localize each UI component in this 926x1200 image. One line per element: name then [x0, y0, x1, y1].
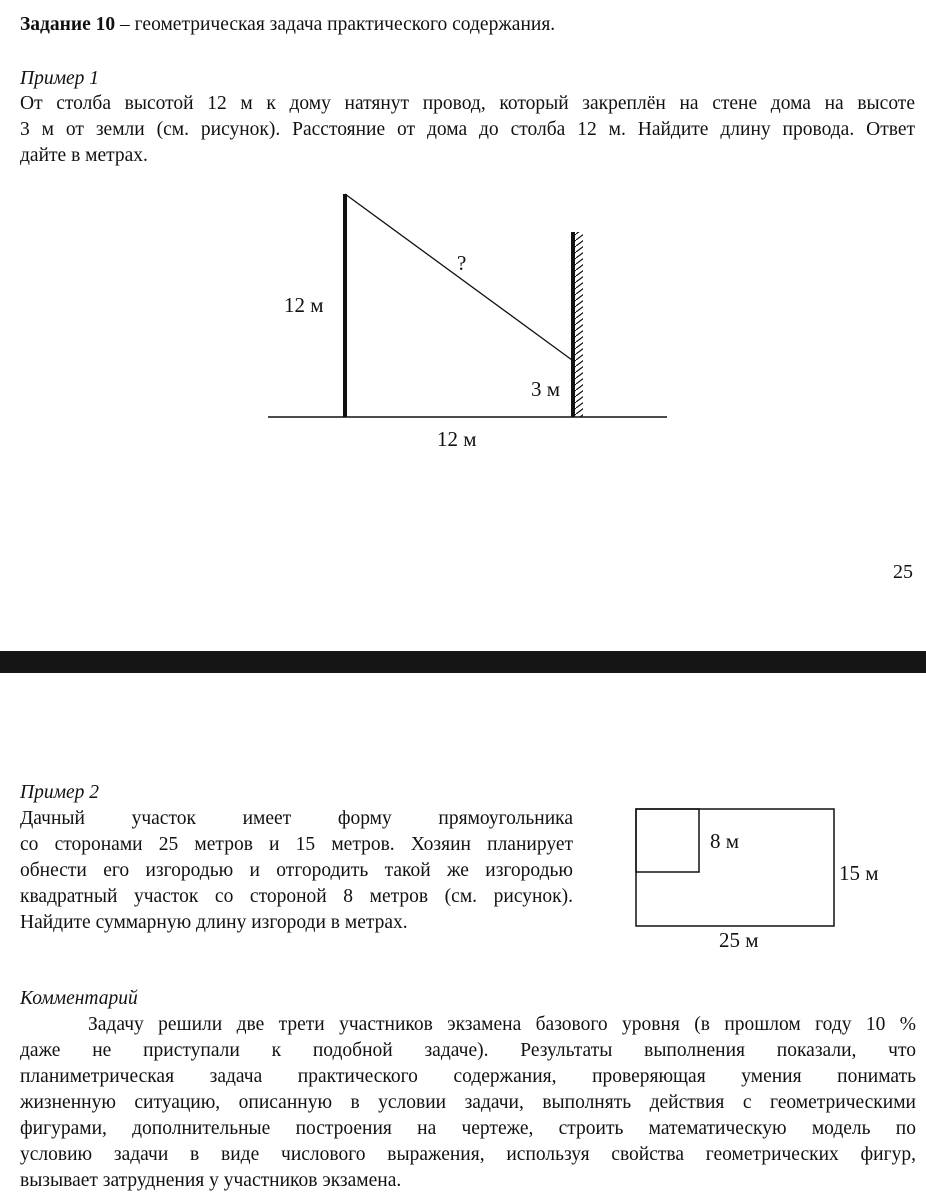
comment-line: планиметрическая задача практического содержания, проверяющая умения понимать [20, 1066, 916, 1087]
comment-line: даже не приступали к подобной задаче). Результаты выполнения показали, что [20, 1040, 916, 1061]
example2-line: квадратный участок со стороной 8 метров (см. рисунок). [20, 886, 573, 907]
comment-line: условию задачи в виде числового выражения, используя свойства геометрических фигур, [20, 1144, 916, 1165]
example1-line: 3 м от земли (см. рисунок). Расстояние от дома до столба 12 м. Найдите длину провода. Ответ [20, 119, 915, 140]
page-divider [0, 651, 926, 673]
comment-text [20, 1012, 916, 1194]
wire-length-label: ? [457, 251, 467, 275]
attach-height-label: 3 м [531, 377, 561, 401]
example2-figure [636, 809, 879, 952]
example1-line: дайте в метрах. [20, 145, 148, 166]
task-label: Задание 10 [20, 14, 116, 35]
comment-line: вызывает затруднения у участников экзамена. [20, 1170, 402, 1191]
example1-figure [268, 194, 667, 451]
plot-height-label: 15 м [839, 861, 879, 885]
comment-line: Задачу решили две трети участников экзамена базового уровня (в прошлом году 10 % [88, 1014, 916, 1035]
plot-width-label: 25 м [719, 928, 759, 952]
wire [345, 194, 572, 360]
example2-line: со сторонами 25 метров и 15 метров. Хозяин планирует [20, 834, 573, 855]
example2-text [20, 806, 573, 936]
example1-line: От столба высотой 12 м к дому натянут провод, который закреплён на стене дома на высоте [20, 93, 915, 114]
pole-height-label: 12 м [284, 293, 324, 317]
example2-line: Найдите суммарную длину изгороди в метрах. [20, 912, 408, 933]
comment-line: жизненную ситуацию, описанную в условии задачи, выполнять действия с геометрическими [20, 1092, 916, 1113]
example1-heading: Пример 1 [20, 68, 100, 89]
example2-heading: Пример 2 [20, 782, 100, 803]
comment-heading: Комментарий [20, 988, 138, 1009]
square-side-label: 8 м [710, 829, 740, 853]
page-number: 25 [893, 561, 913, 583]
task-subtitle: – геометрическая задача практического содержания. [115, 14, 556, 35]
example2-line: обнести его изгородью и отгородить такой же изгородью [20, 860, 573, 881]
example2-line: Дачный участок имеет форму прямоугольника [20, 808, 573, 829]
plot-rectangle [636, 809, 834, 926]
comment-line: фигурами, дополнительные построения на чертеже, строить математическую модель по [20, 1118, 916, 1139]
square-plot [636, 809, 699, 872]
house-wall-hatching [574, 232, 583, 417]
distance-label: 12 м [437, 427, 477, 451]
